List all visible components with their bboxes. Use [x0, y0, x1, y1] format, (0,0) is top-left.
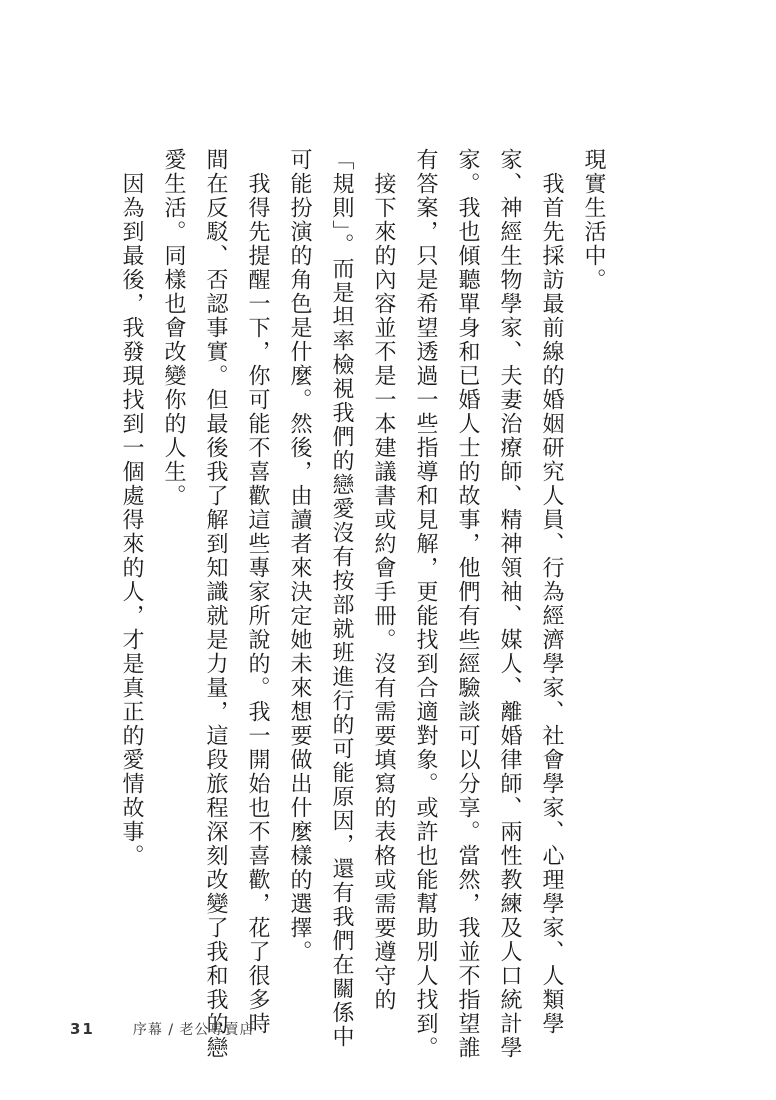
text-column: 家、神經生物學家、夫妻治療師、精神領袖、媒人、離婚律師、兩性教練及人口統計學	[497, 148, 522, 1060]
text-column: 「規則」。而是坦率檢視我們的戀愛沒有按部就班進行的可能原因，還有我們在關係中	[329, 148, 354, 1049]
text-column: 家。我也傾聽單身和已婚人士的故事，他們有些經驗談可以分享。當然，我並不指望誰	[455, 148, 480, 1060]
page-footer	[70, 1018, 255, 1040]
text-column: 接下來的內容並不是一本建議書或約會手冊。沒有需要填寫的表格或需要遵守的	[371, 148, 396, 1012]
running-title: 序幕 / 老公專賣店	[132, 1022, 255, 1038]
text-column: 間在反駁、否認事實。但最後我了解到知識就是力量，這段旅程深刻改變了我和我的戀	[203, 148, 228, 1060]
text-column: 愛生活。同樣也會改變你的人生。	[161, 148, 186, 508]
text-column: 可能扮演的角色是什麼。然後，由讀者來決定她未來想要做出什麼樣的選擇。	[287, 148, 312, 964]
page-number: 31	[70, 1020, 95, 1038]
text-column: 我首先採訪最前線的婚姻研究人員、行為經濟學家、社會學家、心理學家、人類學	[539, 148, 564, 1036]
text-column: 現實生活中。	[581, 148, 606, 292]
text-column: 我得先提醒一下，你可能不喜歡這些專家所說的。我一開始也不喜歡，花了很多時	[245, 148, 270, 1036]
text-column: 因為到最後，我發現找到一個處得來的人，才是真正的愛情故事。	[119, 148, 144, 868]
text-column: 有答案，只是希望透過一些指導和見解，更能找到合適對象。或許也能幫助別人找到。	[413, 148, 438, 1060]
